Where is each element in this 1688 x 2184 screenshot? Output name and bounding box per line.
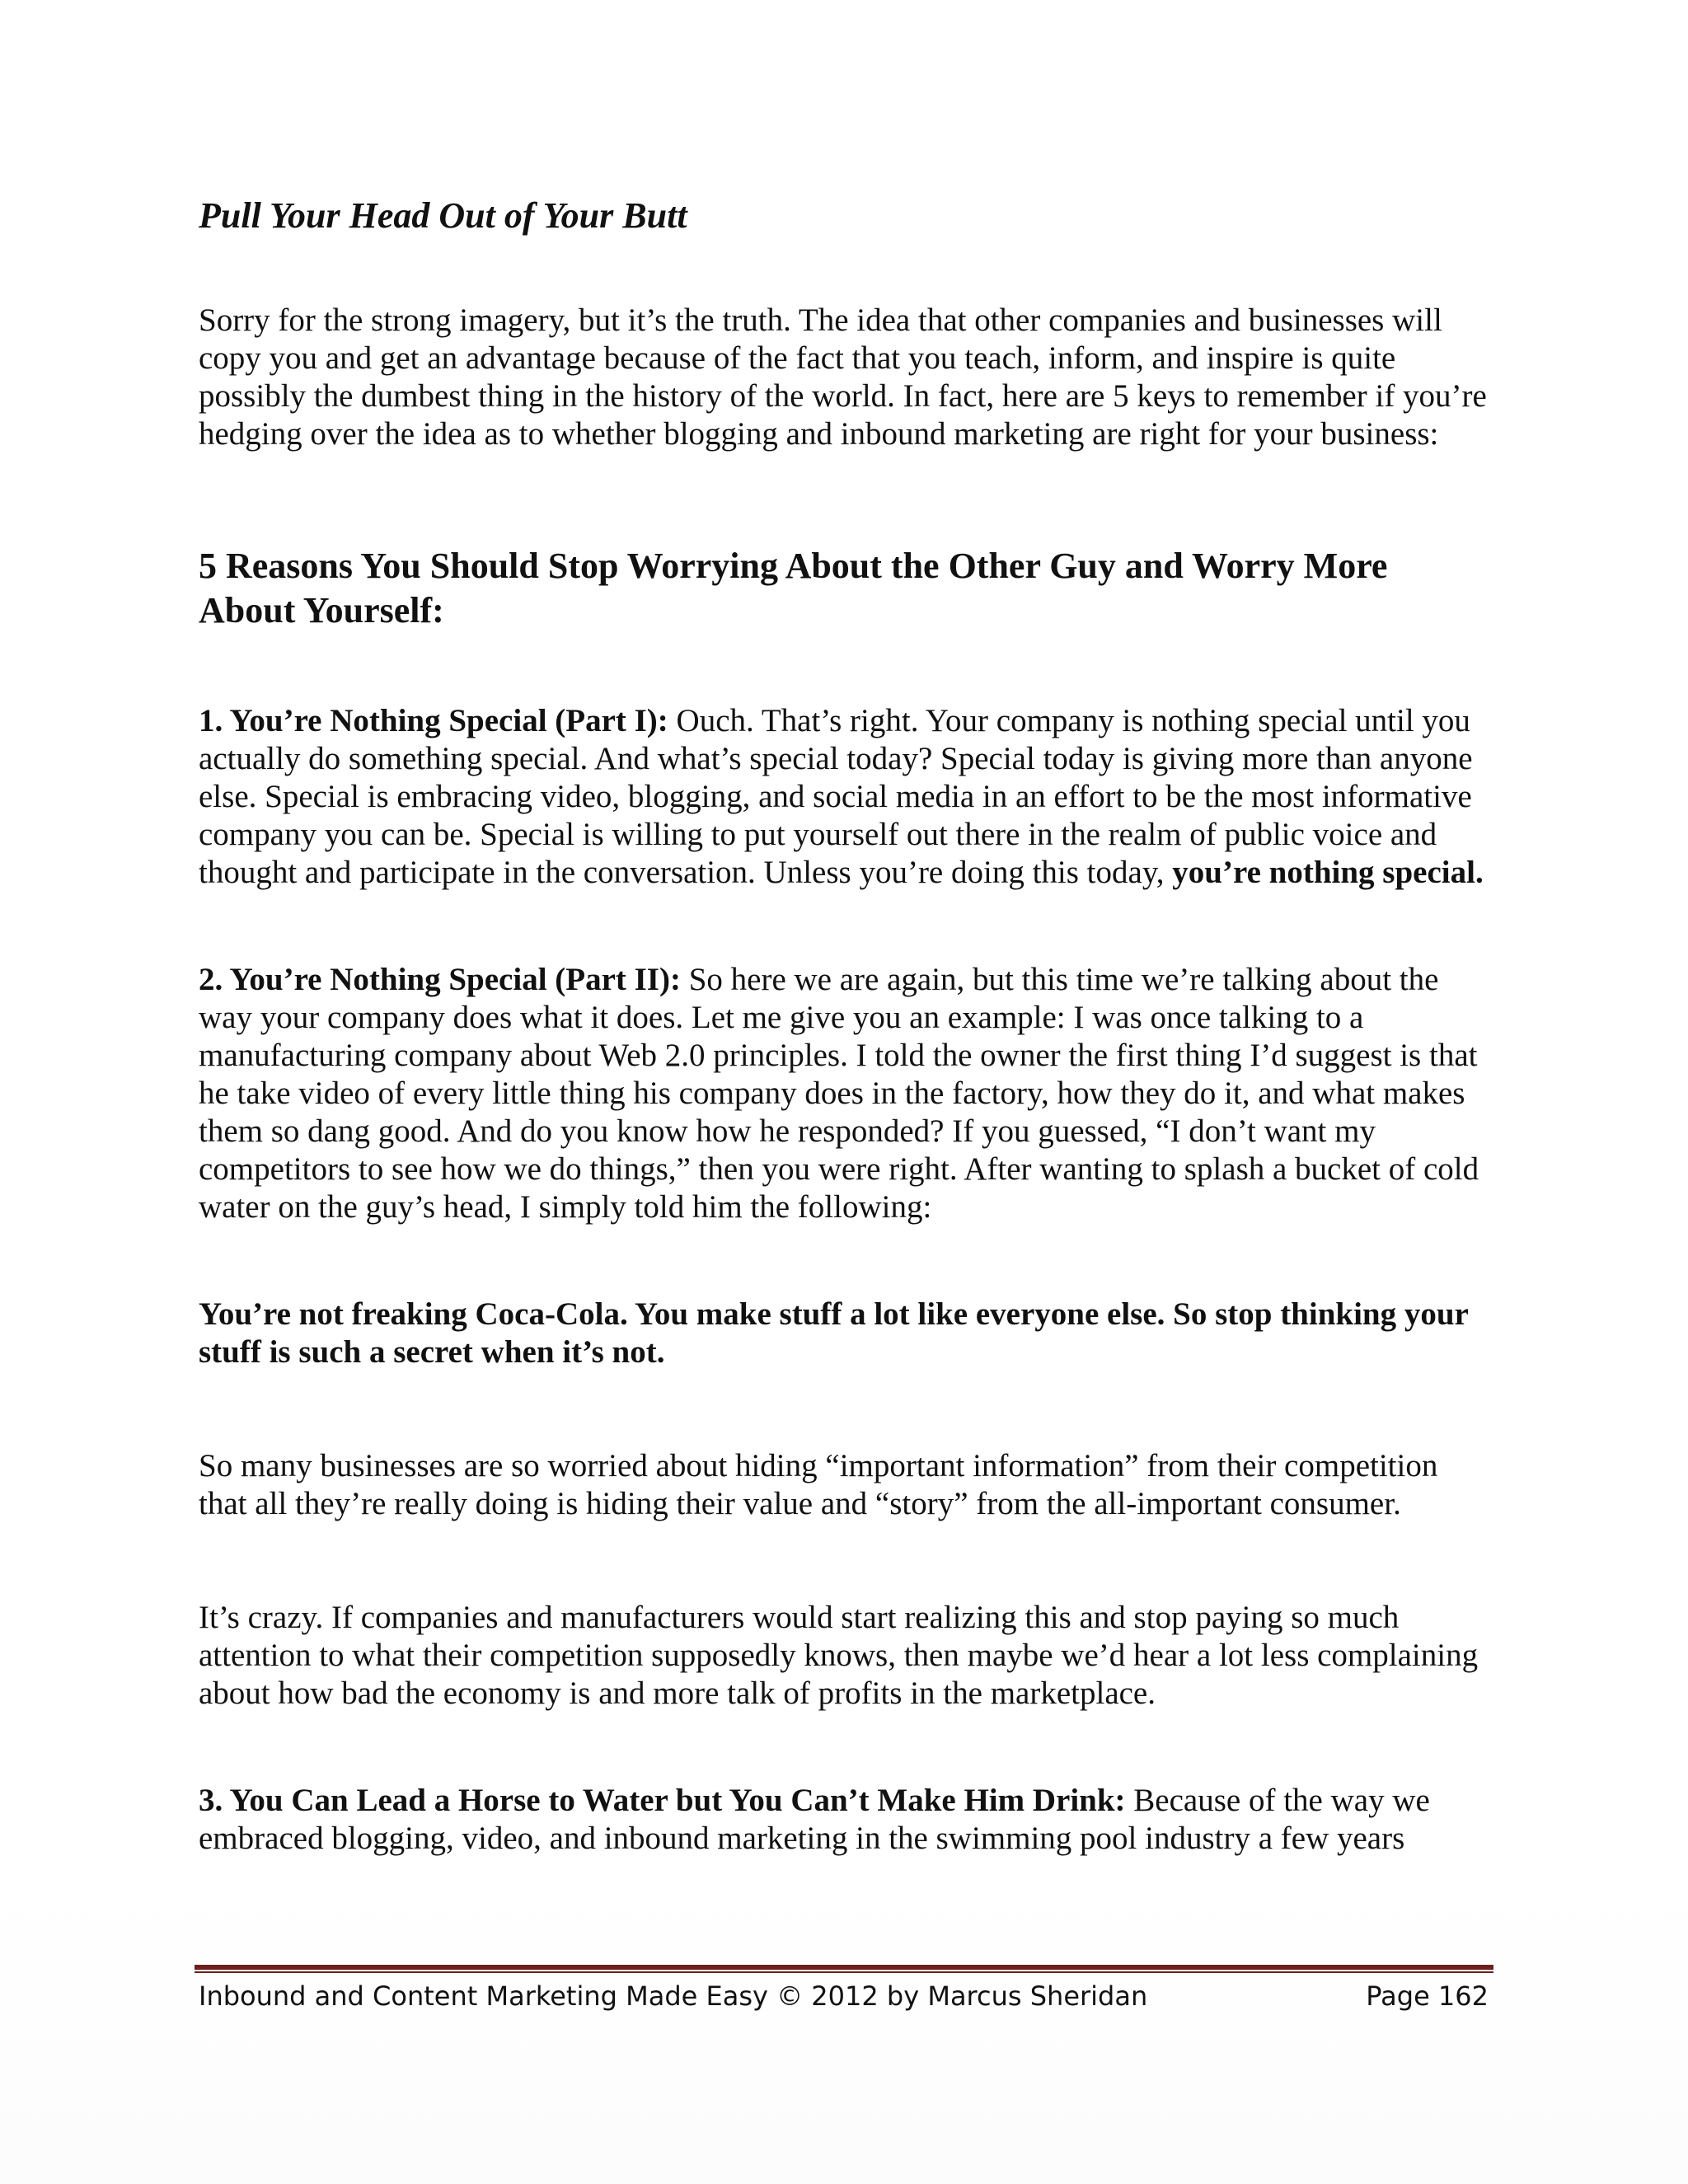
- follow-up-paragraph-1: So many businesses are so worried about hiding “important information” from their competition that all they’re really doing is hiding their value and “story” from the all-important consumer.: [199, 1448, 1438, 1521]
- reason-1-paragraph: [199, 702, 1489, 892]
- pull-quote: You’re not freaking Coca-Cola. You make stuff a lot like everyone else. So stop thinking your stuff is such a secret when it’s not.: [199, 1296, 1469, 1370]
- reason-1-label: 1. You’re Nothing Special (Part I):: [199, 703, 668, 738]
- reason-1-text: Ouch. That’s right. Your company is nothing special until you actually do something special. And what’s special today? Special today is giving more than anyone else. Special is embracing video, blogging, and social media in an effort to be the most informative company you can be. Special is willing to put yourself out there in the realm of public voice and thought and participate in the conversation. Unless you’re doing this today,: [199, 703, 1473, 890]
- page-footer: [199, 1976, 1489, 2016]
- footer-divider-thin: [195, 1971, 1493, 1973]
- follow-up-paragraph-2: It’s crazy. If companies and manufacturers would start realizing this and stop paying so much attention to what their competition supposedly knows, then maybe we’d hear a lot less complaining about how bad the economy is and more talk of profits in the marketplace.: [199, 1600, 1479, 1711]
- reason-2-label: 2. You’re Nothing Special (Part II):: [199, 962, 681, 997]
- reason-1-emphasis: you’re nothing special.: [1172, 855, 1484, 890]
- page-content: [199, 194, 1489, 1858]
- reason-3-text: Because of the way we embraced blogging, video, and inbound marketing in the swimming pool industry a few years: [199, 1783, 1430, 1856]
- footer-divider-thick: [195, 1965, 1493, 1970]
- footer-copyright: Inbound and Content Marketing Made Easy © 2012 by Marcus Sheridan: [199, 1980, 1148, 2012]
- reason-2-text: So here we are again, but this time we’re talking about the way your company does what it does. Let me give you an example: I was once talking to a manufacturing company about Web 2.0 principles. I told the owner the first thing I’d suggest is that he take video of every little thing his company does in the factory, how they do it, and what makes them so dang good. And do you know how he responded? If you guessed, “I don’t want my competitors to see how we do things,” then you were right. After wanting to splash a bucket of cold water on the guy’s head, I simply told him the following:: [199, 962, 1479, 1225]
- reason-3-label: 3. You Can Lead a Horse to Water but You Can’t Make Him Drink:: [199, 1783, 1126, 1818]
- intro-paragraph: Sorry for the strong imagery, but it’s the truth. The idea that other companies and businesses will copy you and get an advantage because of the fact that you teach, inform, and inspire is quite possibly the dumbest thing in the history of the world. In fact, here are 5 keys to remember if you’re hedging over the idea as to whether blogging and inbound marketing are right for your business:: [199, 302, 1487, 452]
- list-heading: 5 Reasons You Should Stop Worrying About the Other Guy and Worry More About Yourself:: [199, 546, 1388, 630]
- section-title: Pull Your Head Out of Your Butt: [199, 195, 687, 236]
- page-number: Page 162: [1366, 1980, 1489, 2012]
- reason-2-paragraph: [199, 961, 1489, 1226]
- footer-divider: [195, 1965, 1493, 1973]
- reason-3-paragraph: [199, 1782, 1489, 1858]
